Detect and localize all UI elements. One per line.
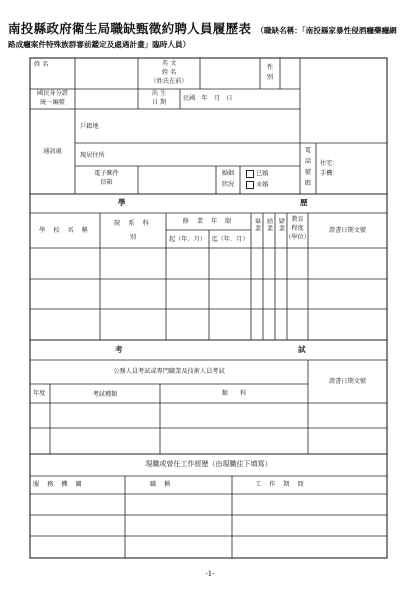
email-label-1: 電子郵件 xyxy=(94,170,119,177)
work-title-label: 職 稱 xyxy=(150,481,174,488)
residence-label: 現居住所 xyxy=(80,152,105,159)
english-name-label-3: （姓氏在前） xyxy=(150,78,188,85)
job-name-line-2: 路成癮案件特殊族群審前鑑定及處遇計畫」臨時人員） xyxy=(8,40,191,49)
phone-label-3: 號 xyxy=(304,169,312,176)
exam-type-label: 考試種類 xyxy=(92,391,118,398)
to-date-label: 迄（年．月） xyxy=(211,236,249,243)
form-title: 南投縣政府衛生局職缺甄徵約聘人員履歷表 xyxy=(8,21,252,36)
completed-label: 結業 xyxy=(265,218,273,233)
single-option[interactable] xyxy=(244,181,268,189)
exam-header: 公務人員考試或專門職業及技術人員考試 xyxy=(113,368,225,375)
degree-label-1: 教育 xyxy=(291,216,304,223)
married-label: 已婚 xyxy=(256,170,269,178)
education-cert-label: 證書日期文號 xyxy=(328,227,367,234)
married-checkbox[interactable] xyxy=(246,170,254,178)
name-label: 姓 名 xyxy=(34,61,49,68)
birth-date-format: 民國 年 月 日 xyxy=(183,95,233,102)
attended-label: 肄業 xyxy=(277,218,285,233)
from-date-label: 起（年．月） xyxy=(168,236,207,243)
married-option[interactable] xyxy=(244,170,268,178)
job-name-line-1: （職缺名稱：「南投縣家暴性侵酒癮藥癮網 xyxy=(256,26,397,35)
exam-category-label: 類 科 xyxy=(221,390,247,397)
exam-section-left: 考 xyxy=(115,345,123,354)
phone-mobile-label: 手機： xyxy=(320,170,339,177)
degree-label-2: 程度 xyxy=(291,225,304,232)
marital-label-2: 狀況 xyxy=(221,181,235,188)
english-name-label-1: 英 文 xyxy=(161,60,177,67)
birth-label-1: 出 生 xyxy=(151,90,167,97)
birth-label-2: 日 期 xyxy=(151,99,167,106)
id-label-2: 統一編號 xyxy=(40,99,65,106)
english-name-label-2: 姓 名 xyxy=(161,69,177,76)
id-label-1: 國民身分證 xyxy=(37,90,68,97)
email-label-2: 信箱 xyxy=(100,179,113,186)
single-checkbox[interactable] xyxy=(246,181,254,189)
phone-label-1: 電 xyxy=(304,147,312,154)
work-period-label: 工 作 期 間 xyxy=(255,481,307,488)
work-org-label: 服 務 機 關 xyxy=(33,481,85,488)
exam-cert-label: 證書日期文號 xyxy=(328,378,367,385)
phone-label-4: 碼 xyxy=(304,180,312,187)
gender-label-2: 別 xyxy=(266,74,274,81)
contact-label: 通訊處 xyxy=(43,148,62,155)
phone-label-2: 話 xyxy=(304,158,312,165)
education-section-left: 學 xyxy=(118,198,126,207)
study-period-label: 修 業 年 限 xyxy=(182,218,235,225)
household-label: 戶籍地 xyxy=(80,123,99,130)
education-section-right: 歷 xyxy=(300,198,308,207)
work-section-label: 現職或曾任工作經歷（由現職往下填寫） xyxy=(145,460,272,468)
department-label-2: 別 xyxy=(129,234,137,241)
graduated-label: 畢業 xyxy=(253,218,261,233)
page-number: -1- xyxy=(205,570,215,578)
school-name-label: 學 校 名 稱 xyxy=(39,227,91,234)
exam-year-label: 年度 xyxy=(33,390,46,397)
marital-label-1: 婚姻 xyxy=(221,170,235,177)
department-label-1: 院 系 科 xyxy=(114,220,152,227)
gender-label-1: 性 xyxy=(266,64,274,71)
exam-section-right: 試 xyxy=(298,345,306,354)
degree-label-3: （學位） xyxy=(285,234,310,241)
phone-home-label: 住宅： xyxy=(320,160,339,167)
single-label: 未婚 xyxy=(256,181,269,189)
